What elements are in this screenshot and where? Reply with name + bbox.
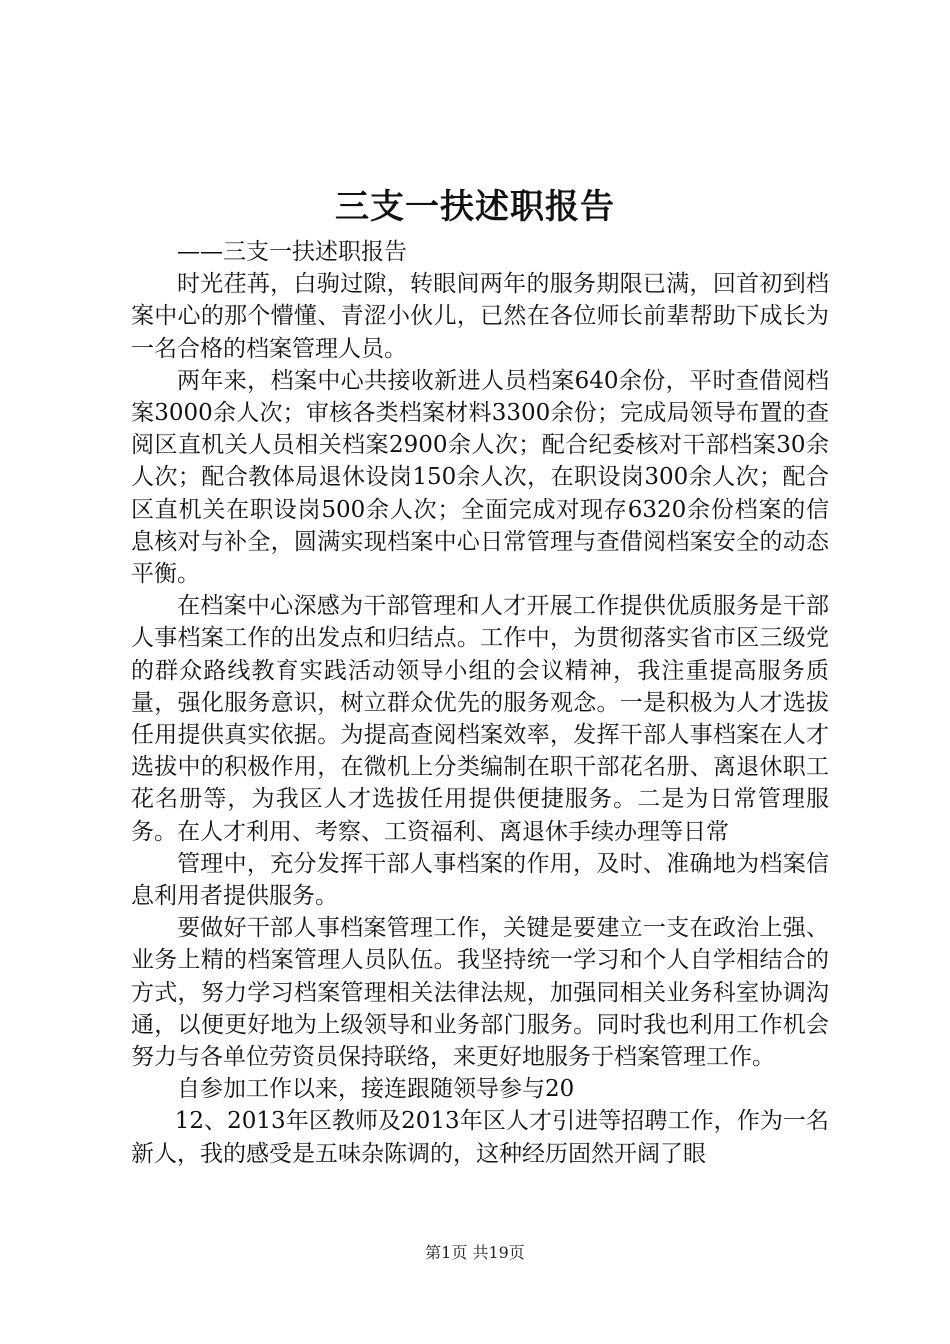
paragraph-4: 管理中，充分发挥干部人事档案的作用，及时、准确地为档案信息利用者提供服务。	[131, 850, 829, 910]
page-number: 第1页 共19页	[425, 1243, 525, 1262]
paragraph-5: 要做好干部人事档案管理工作，关键是要建立一支在政治上强、业务上精的档案管理人员队伍。我坚持统一学习和个人自学相结合的方式，努力学习档案管理相关法律法规，加强同相关业务科室协调沟通，以便更好地为上级领导和业务部门服务。同时我也利用工作机会努力与各单位劳资员保持联络，来更好地服务于档案管理工作。	[131, 915, 829, 1071]
paragraph-2: 两年来，档案中心共接收新进人员档案640余份，平时查借阅档案3000余人次；审核各类档案材料3300余份；完成局领导布置的查阅区直机关人员相关档案2900余人次；配合纪委核对干部档案30余人次；配合教体局退休设岗150余人次，在职设岗300余人次；配合区直机关在职设岗500余人次；全面完成对现存6320余份档案的信息核对与补全，圆满实现档案中心日常管理与查借阅档案安全的动态平衡。	[131, 367, 829, 588]
document-subtitle: ——三支一扶述职报告	[177, 239, 407, 265]
paragraph-7: 12、2013年区教师及2013年区人才引进等招聘工作，作为一名新人，我的感受是五味杂陈调的，这种经历固然开阔了眼	[131, 1108, 829, 1167]
document-title: 三支一扶述职报告	[335, 187, 615, 227]
paragraph-6: 自参加工作以来，接连跟随领导参与20	[177, 1076, 575, 1103]
paragraph-3: 在档案中心深感为干部管理和人才开展工作提供优质服务是干部人事档案工作的出发点和归结点。工作中，为贯彻落实省市区三级党的群众路线教育实践活动领导小组的会议精神，我注重提高服务质量，强化服务意识，树立群众优先的服务观念。一是积极为人才选拔任用提供真实依据。为提高查阅档案效率，发挥干部人事档案在人才选拔中的积极作用，在微机上分类编制在职干部花名册、离退休职工花名册等，为我区人才选拔任用提供便捷服务。二是为日常管理服务。在人才利用、考察、工资福利、离退休手续办理等日常	[131, 593, 829, 845]
paragraph-1: 时光荏苒，白驹过隙，转眼间两年的服务期限已满，回首初到档案中心的那个懵懂、青涩小伙儿，已然在各位师长前辈帮助下成长为一名合格的档案管理人员。	[131, 271, 829, 362]
document-body	[131, 236, 829, 1170]
